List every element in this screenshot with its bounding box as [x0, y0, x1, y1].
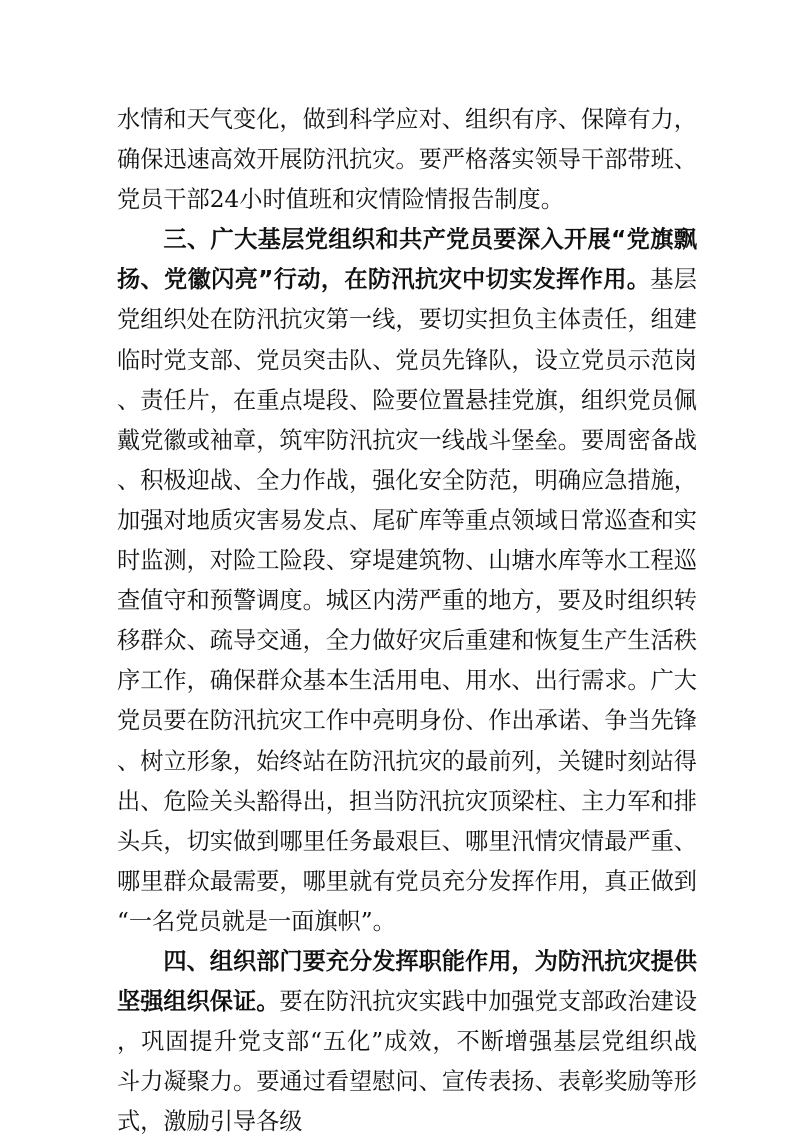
section-heading-four: 四、组织部门要充分发挥职能作用，为防汛抗灾提供坚强组织保证。	[117, 947, 697, 1016]
paragraph-text: 要在防汛抗灾实践中加强党支部政治建设，巩固提升党支部“五化”成效，不断增强基层党组织战斗力凝聚力。要通过看望慰问、宣传表扬、表彰奖励等形式，激励引导各级	[117, 988, 698, 1136]
section-heading-three: 三、广大基层党组织和共产党员要深入开展“党旗飘扬、党徽闪亮”行动，在防汛抗灾中切实发挥作用。	[117, 226, 697, 294]
paragraph-text: 基层党组织处在防汛抗灾第一线，要切实担负主体责任，组建临时党支部、党员突击队、党员先锋队，设立党员示范岗、责任片，在重点堤段、险要位置悬挂党旗，组织党员佩戴党徽或袖章，筑牢防汛抗灾一线战斗堡垒。要周密备战、积极迎战、全力作战，强化安全防范，明确应急措施，加强对地质灾害易发点、尾矿库等重点领域日常巡查和实时监测，对险工险段、穿堤建筑物、山塘水库等水工程巡查值守和预警调度。城区内涝严重的地方，要及时组织转移群众、疏导交通，全力做好灾后重建和恢复生产生活秩序工作，确保群众基本生活用电、用水、出行需求。广大党员要在防汛抗灾工作中亮明身份、作出承诺、争当先锋、树立形象，始终站在防汛抗灾的最前列，关键时刻站得出、危险关头豁得出，担当防汛抗灾顶梁柱、主力军和排头兵，切实做到哪里任务最艰巨、哪里汛情灾情最严重、哪里群众最需要，哪里就有党员充分发挥作用，真正做到“一名党员就是一面旗帜”。	[117, 266, 697, 935]
paragraph-text: 水情和天气变化，做到科学应对、组织有序、保障有力，确保迅速高效开展防汛抗灾。要严格落实领导干部带班、党员干部24小时值班和灾情险情报告制度。	[117, 106, 697, 214]
paragraph-continuation	[117, 100, 697, 220]
paragraph-section-four	[117, 942, 697, 1142]
paragraph-section-three	[117, 220, 697, 942]
document-body	[117, 100, 697, 1142]
